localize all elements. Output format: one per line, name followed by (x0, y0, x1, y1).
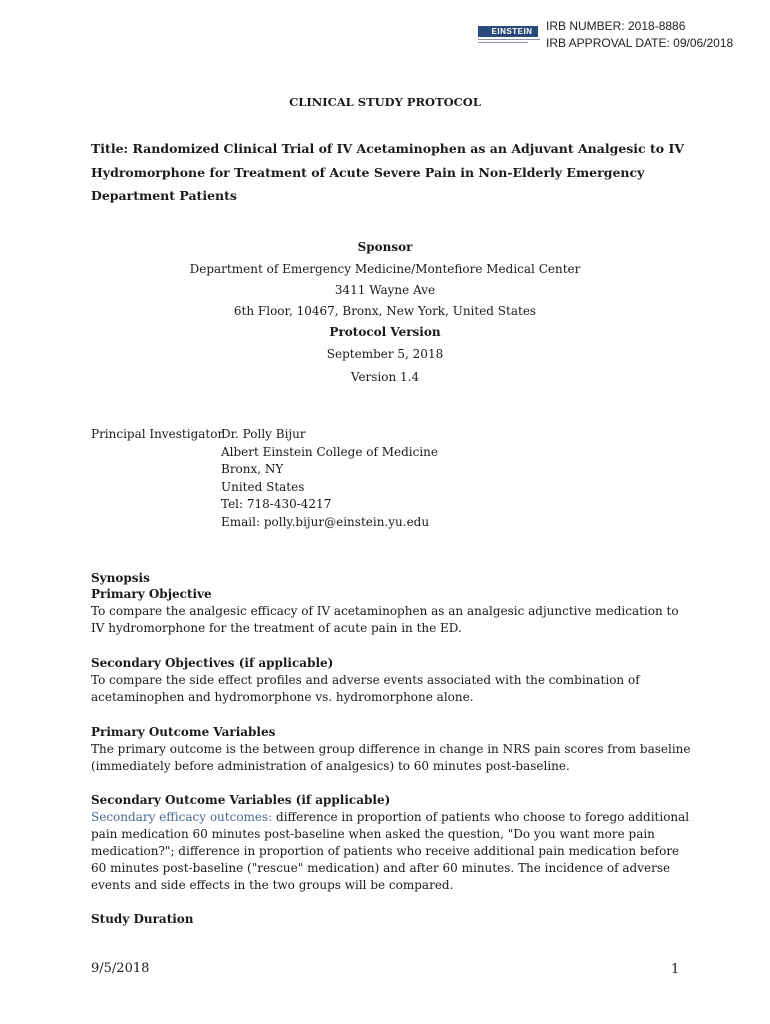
sponsor-name: Department of Emergency Medicine/Montefiore Medical Center (189, 262, 581, 276)
primary-objective-heading: Primary Objective (91, 587, 212, 601)
pi-institution: Albert Einstein College of Medicine (221, 445, 439, 459)
pi-email: Email: polly.bijur@einstein.yu.edu (221, 515, 430, 529)
pi-phone: Tel: 718-430-4217 (221, 497, 332, 511)
secondary-outcome-text (91, 809, 691, 894)
protocol-version-date: September 5, 2018 (326, 347, 444, 361)
sponsor-city: 6th Floor, 10467, Bronx, New York, United States (233, 304, 537, 318)
secondary-objectives-heading: Secondary Objectives (if applicable) (91, 656, 334, 670)
secondary-outcome-lead: Secondary efficacy outcomes: (91, 810, 273, 824)
primary-outcome-text: The primary outcome is the between group difference in change in NRS pain scores from baseline (immediately before administration of analgesics) to 60 minutes post-baseline. (91, 742, 691, 773)
study-title: Title: Randomized Clinical Trial of IV Acetaminophen as an Adjuvant Analgesic to IV Hydromorphone for Treatment of Acute Severe Pain in Non-Elderly Emergency Department Patients (91, 141, 685, 203)
secondary-outcome-heading: Secondary Outcome Variables (if applicable) (91, 793, 391, 807)
irb-number: IRB NUMBER: 2018-8886 (546, 19, 686, 33)
pi-city: Bronx, NY (221, 462, 284, 476)
pi-country: United States (221, 480, 305, 494)
synopsis-heading: Synopsis (91, 571, 150, 585)
irb-approval-date: IRB APPROVAL DATE: 09/06/2018 (546, 36, 734, 50)
protocol-version-number: Version 1.4 (350, 370, 420, 384)
sponsor-label: Sponsor (357, 240, 413, 254)
sponsor-street: 3411 Wayne Ave (334, 283, 436, 297)
study-duration-heading: Study Duration (91, 912, 194, 926)
footer-date: 9/5/2018 (91, 961, 150, 976)
pi-label: Principal Investigator (91, 427, 224, 441)
primary-outcome-heading: Primary Outcome Variables (91, 725, 276, 739)
page-number: 1 (671, 962, 680, 977)
protocol-version-label: Protocol Version (329, 325, 441, 339)
einstein-logo (478, 26, 540, 50)
primary-objective-text: To compare the analgesic efficacy of IV acetaminophen as an analgesic adjunctive medication to IV hydromorphone for the treatment of acute pain in the ED. (91, 604, 679, 635)
secondary-outcome-body: difference in proportion of patients who choose to forego additional pain medication 60 minutes post-baseline when asked the question, "Do you want more pain medication?"; difference in proportion of patients who receive additional pain medication before 60 minutes post-baseline ("rescue" medication) and after 60 minutes. The incidence of adverse events and side effects in the two groups will be compared. (91, 810, 690, 892)
pi-name: Dr. Polly Bijur (221, 427, 306, 441)
document-heading: CLINICAL STUDY PROTOCOL (289, 95, 481, 109)
secondary-objectives-text: To compare the side effect profiles and adverse events associated with the combination of acetaminophen and hydromorphone vs. hydromorphone alone. (91, 673, 640, 704)
logo-wordmark: EINSTEIN (487, 27, 537, 36)
